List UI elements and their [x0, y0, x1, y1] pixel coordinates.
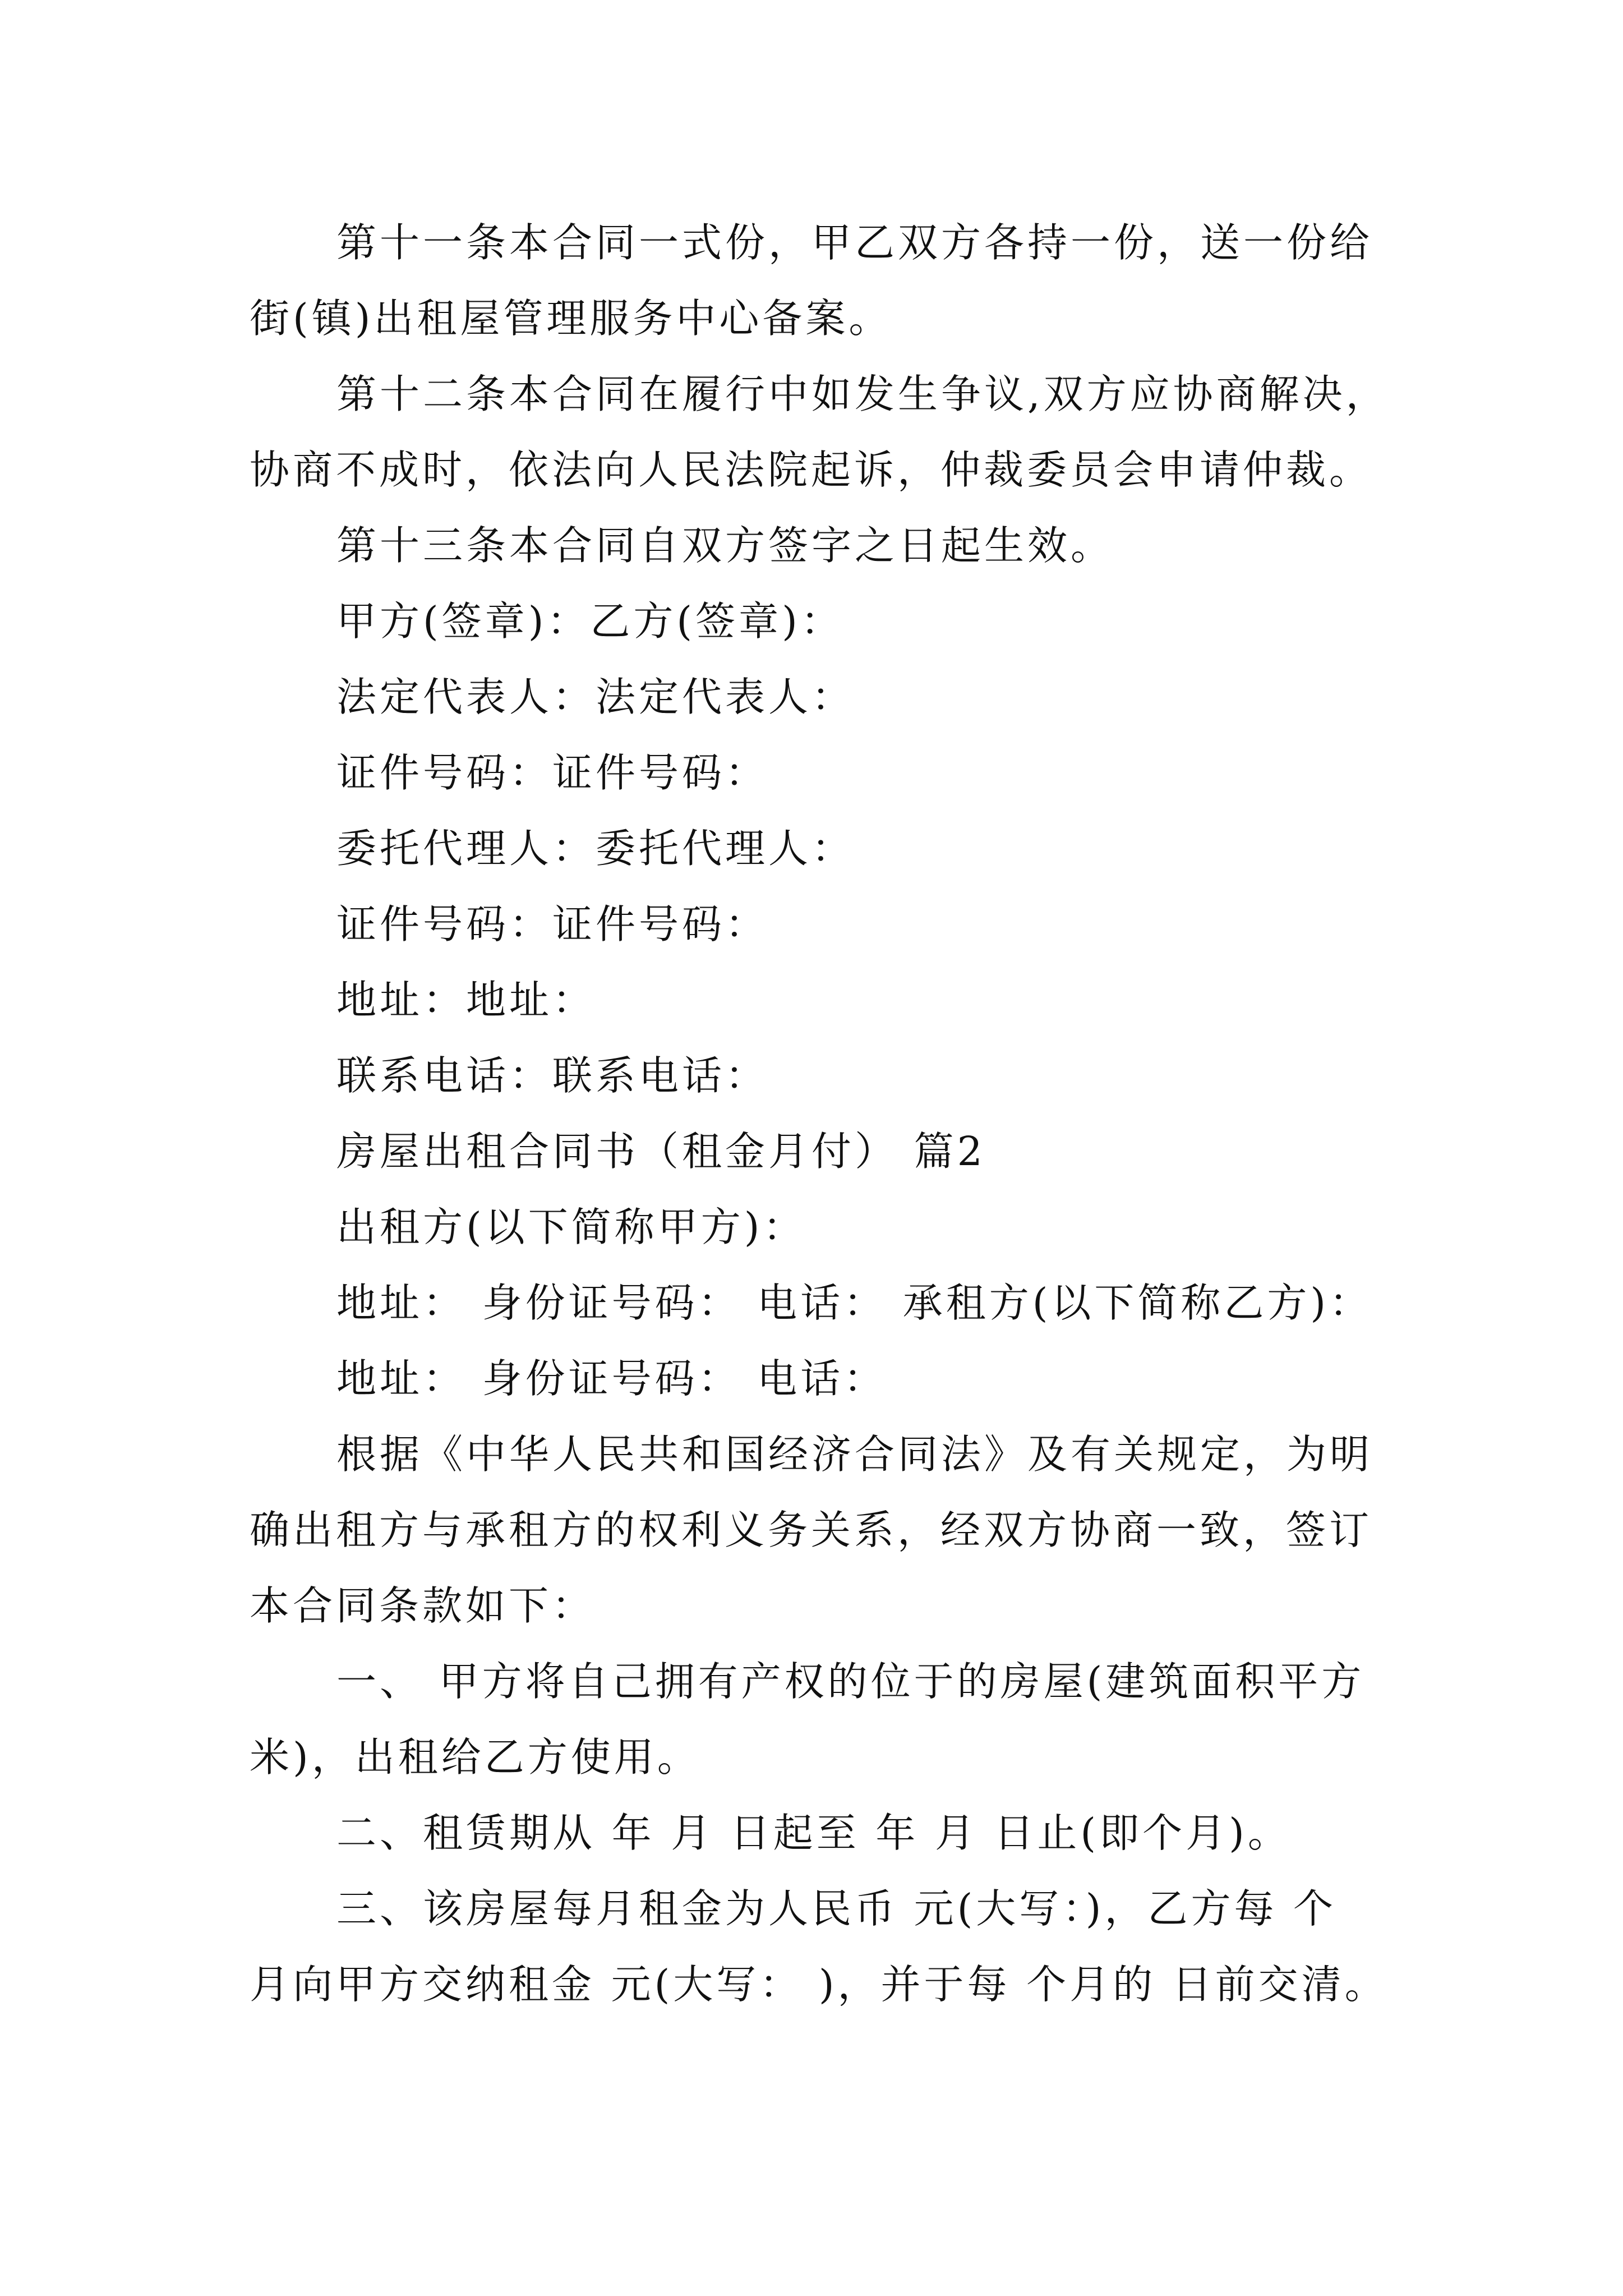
clause-13-line: 第十三条本合同自双方签字之日起生效。: [336, 522, 1114, 569]
item-3-line-2: 月向甲方交纳租金 元(大写： )，并于每 个月的 日前交清。: [250, 1961, 1388, 2008]
preamble-line-2: 确出租方与承租方的权利义务关系，经双方协商一致，签订: [250, 1507, 1373, 1553]
preamble-line-3: 本合同条款如下：: [250, 1582, 596, 1629]
id-number-line-2: 证件号码：证件号码：: [336, 901, 769, 947]
phone-line: 联系电话：联系电话：: [336, 1052, 769, 1099]
lessor-line: 出租方(以下简称甲方)：: [336, 1204, 806, 1250]
item-3-line-1: 三、该房屋每月租金为人民币 元(大写：)，乙方每 个: [336, 1885, 1337, 1932]
section-heading: 房屋出租合同书（租金月付） 篇2: [336, 1128, 986, 1175]
lessee-details-line: 地址： 身份证号码： 电话：: [336, 1355, 887, 1402]
clause-12-line-1: 第十二条本合同在履行中如发生争议,双方应协商解决，: [336, 371, 1389, 417]
clause-12-line-2: 协商不成时，依法向人民法院起诉，仲裁委员会申请仲裁。: [250, 447, 1373, 493]
clause-11-line-1: 第十一条本合同一式份，甲乙双方各持一份，送一份给: [336, 219, 1373, 266]
lessor-details-line: 地址： 身份证号码： 电话： 承租方(以下简称乙方)：: [336, 1280, 1373, 1326]
address-line: 地址：地址：: [336, 977, 596, 1023]
item-1-line-2: 米)，出租给乙方使用。: [250, 1734, 700, 1780]
clause-11-line-2: 街(镇)出租屋管理服务中心备案。: [250, 295, 892, 342]
agent-line: 委托代理人：委托代理人：: [336, 825, 855, 872]
legal-rep-line: 法定代表人：法定代表人：: [336, 674, 855, 720]
signature-line: 甲方(签章)：乙方(签章)：: [336, 598, 844, 645]
id-number-line-1: 证件号码：证件号码：: [336, 749, 769, 796]
item-2-line: 二、租赁期从 年 月 日起至 年 月 日止(即个月)。: [336, 1810, 1291, 1856]
preamble-line-1: 根据《中华人民共和国经济合同法》及有关规定，为明: [336, 1431, 1373, 1478]
item-1-line-1: 一、 甲方将自己拥有产权的位于的房屋(建筑面积平方: [336, 1658, 1365, 1705]
